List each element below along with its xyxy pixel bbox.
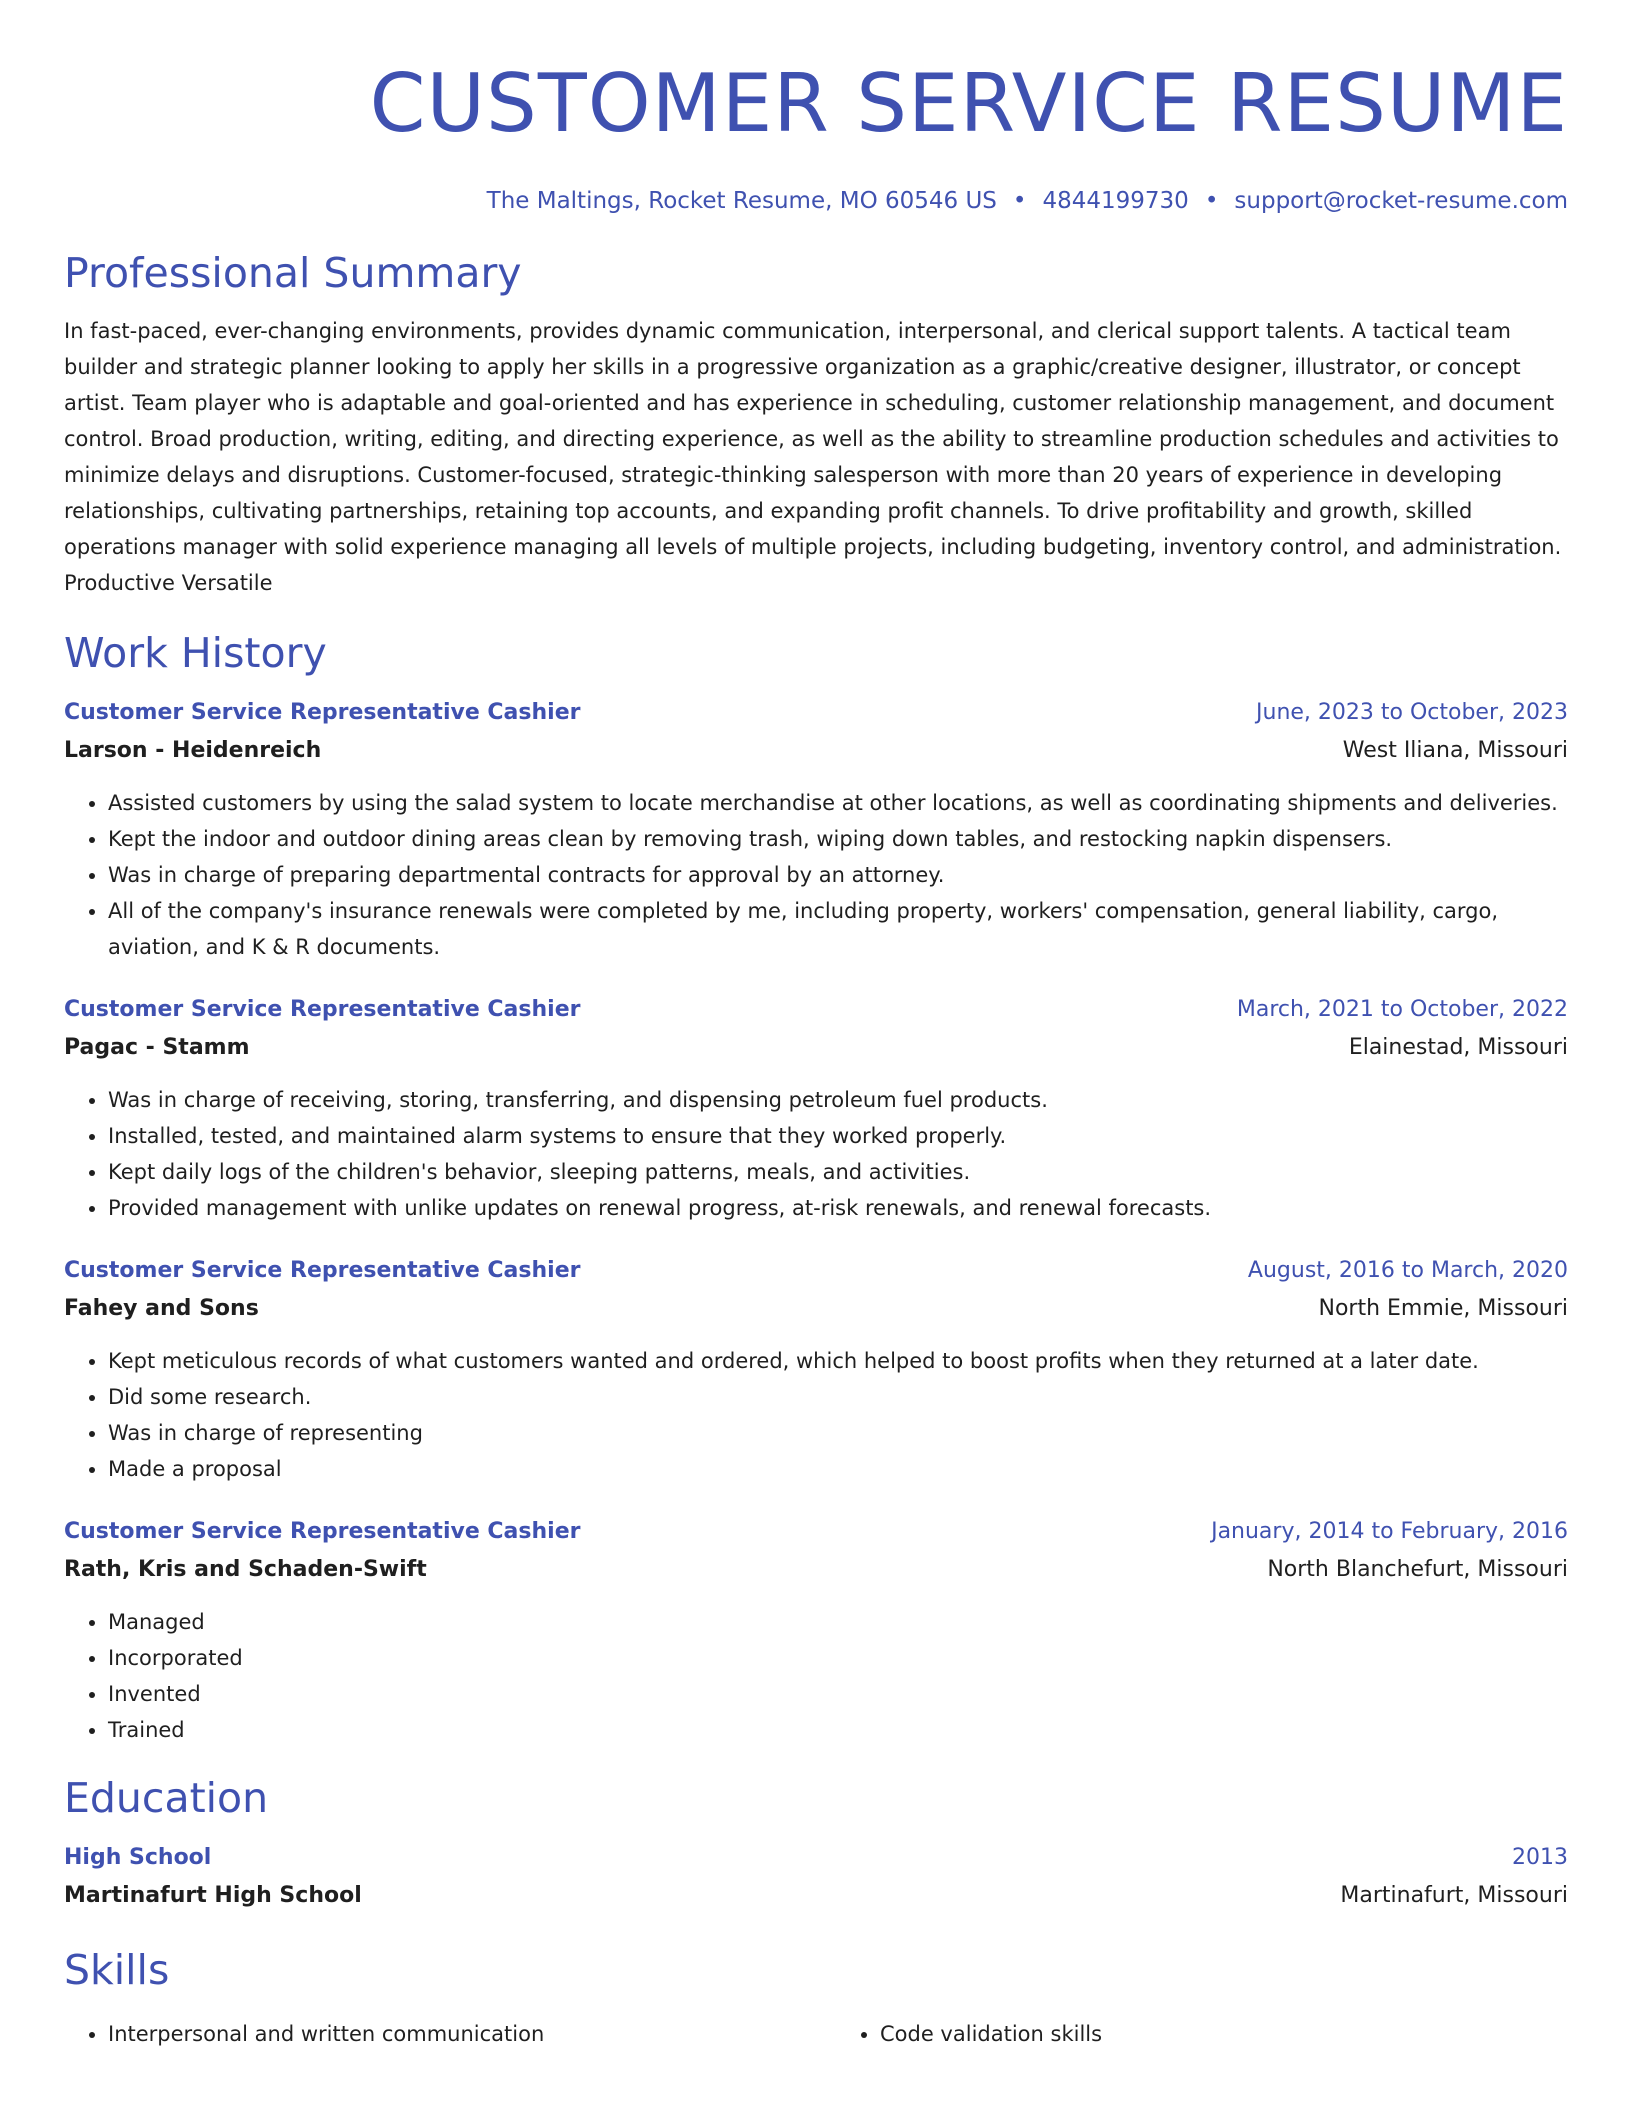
job-bullets bbox=[64, 785, 1568, 965]
contact-separator: • bbox=[1204, 188, 1219, 214]
contact-separator: • bbox=[1012, 188, 1027, 214]
section-title-summary: Professional Summary bbox=[64, 249, 522, 297]
job-company: Larson - Heidenreich bbox=[64, 738, 322, 763]
education-school: Martinafurt High School bbox=[64, 1883, 362, 1908]
job-company: Pagac - Stamm bbox=[64, 1035, 250, 1060]
summary-text: In fast-paced, ever-changing environments, provides dynamic communication, interpersonal, and clerical support talents. A tactical team builder and strategic planner looking to apply her skills in a progressive organization as a graphic/creative designer, illustrator, or concept artist. Team player who is adaptable and goal-oriented and has experience in scheduling, customer relationship management, and document control. Broad production, writing, editing, and directing experience, as well as the ability to streamline production schedules and activities to minimize delays and disruptions. Customer-focused, strategic-thinking salesperson with more than 20 years of experience in developing relationships, cultivating partnerships, retaining top accounts, and expanding profit channels. To drive profitability and growth, skilled operations manager with solid experience managing all levels of multiple projects, including budgeting, inventory control, and administration. Productive Versatile bbox=[64, 319, 1562, 595]
education-location: Martinafurt, Missouri bbox=[1340, 1883, 1568, 1908]
resume-title: CUSTOMER SERVICE RESUME bbox=[369, 57, 1568, 150]
job-title: Customer Service Representative Cashier bbox=[64, 997, 581, 1022]
skills-column-left bbox=[64, 2016, 796, 2052]
job-bullets bbox=[64, 1604, 1568, 1748]
job-bullet: • Incorporated bbox=[108, 1640, 1568, 1676]
skills-column-right bbox=[836, 2016, 1568, 2052]
job-bullet: • Invented bbox=[108, 1676, 1568, 1712]
job-location: West Iliana, Missouri bbox=[1342, 738, 1568, 763]
job-bullet: • Managed bbox=[108, 1604, 1568, 1640]
job-title: Customer Service Representative Cashier bbox=[64, 1258, 581, 1283]
contact-line bbox=[64, 185, 1568, 217]
contact-address: The Maltings, Rocket Resume, MO 60546 US bbox=[486, 188, 997, 214]
job-bullet: • Was in charge of preparing departmental contracts for approval by an attorney. bbox=[108, 857, 1568, 893]
job-bullet: • Assisted customers by using the salad system to locate merchandise at other locations, as well as coordinating shipments and deliveries. bbox=[108, 785, 1568, 821]
contact-phone[interactable]: 4844199730 bbox=[1042, 188, 1189, 214]
job-dates: March, 2021 to October, 2022 bbox=[1236, 997, 1568, 1022]
job-entry bbox=[64, 1253, 1568, 1487]
job-bullet: • Kept meticulous records of what customers wanted and ordered, which helped to boost profits when they returned at a later date. bbox=[108, 1343, 1568, 1379]
skill-item: • Code validation skills bbox=[880, 2016, 1568, 2052]
skill-item: • Interpersonal and written communication bbox=[108, 2016, 796, 2052]
job-title: Customer Service Representative Cashier bbox=[64, 1519, 581, 1544]
job-entry bbox=[64, 992, 1568, 1226]
job-title: Customer Service Representative Cashier bbox=[64, 700, 581, 725]
job-entry bbox=[64, 695, 1568, 965]
job-bullet: • Kept daily logs of the children's behavior, sleeping patterns, meals, and activities. bbox=[108, 1154, 1568, 1190]
education-degree: High School bbox=[64, 1845, 212, 1870]
education-year: 2013 bbox=[1512, 1845, 1568, 1870]
job-bullet: • Installed, tested, and maintained alarm systems to ensure that they worked properly. bbox=[108, 1118, 1568, 1154]
job-location: Elainestad, Missouri bbox=[1348, 1035, 1568, 1060]
job-bullet: • Kept the indoor and outdoor dining areas clean by removing trash, wiping down tables, and restocking napkin dispensers. bbox=[108, 821, 1568, 857]
job-bullet: • Provided management with unlike updates on renewal progress, at-risk renewals, and renewal forecasts. bbox=[108, 1190, 1568, 1226]
job-bullet: • All of the company's insurance renewals were completed by me, including property, workers' compensation, general liability, cargo, aviation, and K & R documents. bbox=[108, 893, 1568, 965]
contact-email[interactable]: support@rocket-resume.com bbox=[1234, 188, 1568, 214]
skills-list bbox=[64, 2016, 1568, 2052]
section-title-skills: Skills bbox=[64, 1946, 170, 1994]
education-entry bbox=[64, 1840, 1568, 1914]
job-bullet: • Was in charge of receiving, storing, transferring, and dispensing petroleum fuel products. bbox=[108, 1082, 1568, 1118]
job-dates: June, 2023 to October, 2023 bbox=[1256, 700, 1568, 725]
job-dates: January, 2014 to February, 2016 bbox=[1211, 1519, 1568, 1544]
job-bullet: • Was in charge of representing bbox=[108, 1415, 1568, 1451]
job-bullet: • Did some research. bbox=[108, 1379, 1568, 1415]
job-bullets bbox=[64, 1343, 1568, 1487]
job-company: Rath, Kris and Schaden-Swift bbox=[64, 1557, 427, 1582]
job-entry bbox=[64, 1514, 1568, 1748]
job-bullet: • Made a proposal bbox=[108, 1451, 1568, 1487]
section-title-work-history: Work History bbox=[64, 629, 327, 677]
job-bullet: • Trained bbox=[108, 1712, 1568, 1748]
job-location: North Emmie, Missouri bbox=[1318, 1296, 1568, 1321]
job-company: Fahey and Sons bbox=[64, 1296, 259, 1321]
job-dates: August, 2016 to March, 2020 bbox=[1247, 1258, 1568, 1283]
section-title-education: Education bbox=[64, 1774, 269, 1822]
job-bullets bbox=[64, 1082, 1568, 1226]
job-location: North Blanchefurt, Missouri bbox=[1267, 1557, 1568, 1582]
